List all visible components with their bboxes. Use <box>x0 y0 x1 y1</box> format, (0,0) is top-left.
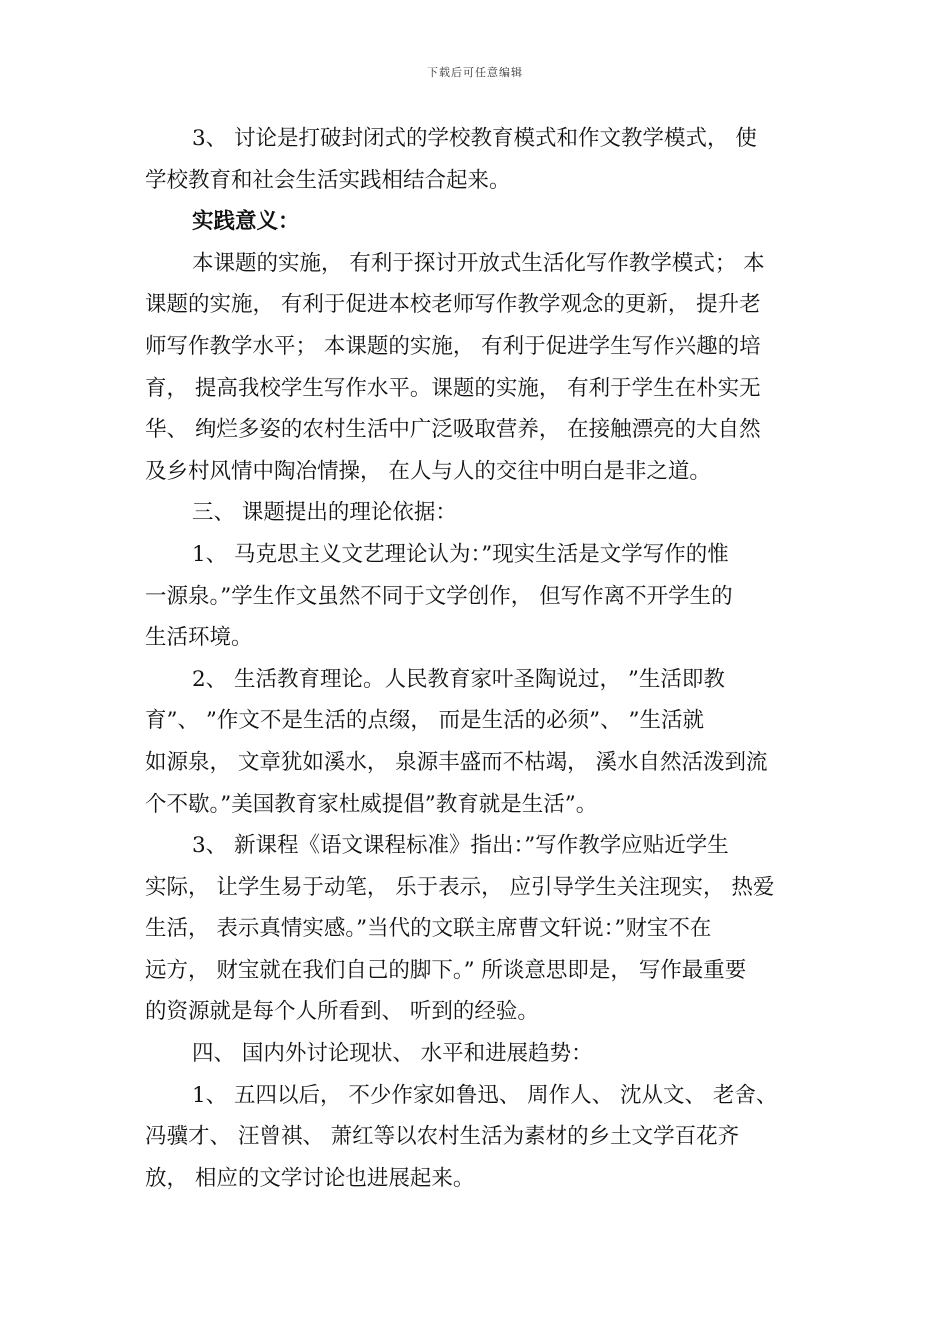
text-line: 2、 生活教育理论。人民教育家叶圣陶说过， ”生活即教 <box>192 666 725 692</box>
text-line: 四、 国内外讨论现状、 水平和进展趋势： <box>192 1041 593 1067</box>
text-line: 冯骥才、 汪曾祺、 萧红等以农村生活为素材的乡土文学百花齐 <box>145 1124 740 1150</box>
text-line: 生活， 表示真情实感。”当代的文联主席曹文轩说：”财宝不在 <box>145 916 712 942</box>
page-header-note: 下载后可任意编辑 <box>427 66 523 79</box>
text-line: 放， 相应的文学讨论也进展起来。 <box>145 1165 475 1191</box>
text-line: 三、 课题提出的理论依据： <box>192 500 457 526</box>
text-line: 3、 讨论是打破封闭式的学校教育模式和作文教学模式， 使 <box>192 126 757 151</box>
text-line: 育”、 ”作文不是生活的点缀， 而是生活的必须”、 ”生活就 <box>145 708 704 734</box>
text-line: 生活环境。 <box>145 625 253 651</box>
text-line: 个不歇。”美国教育家杜威提倡”教育就是生活”。 <box>145 791 598 817</box>
text-line: 课题的实施， 有利于促进本校老师写作教学观念的更新， 提升老 <box>145 292 761 318</box>
section-heading: 实践意义： <box>192 209 300 235</box>
text-line: 远方， 财宝就在我们自己的脚下。” 所谈意思即是， 写作最重要 <box>145 957 747 983</box>
text-line: 及乡村风情中陶冶情操， 在人与人的交往中明白是非之道。 <box>145 458 711 484</box>
text-line: 1、 马克思主义文艺理论认为：”现实生活是文学写作的惟 <box>192 541 729 567</box>
text-line: 实际， 让学生易于动笔， 乐于表示， 应引导学生关注现实， 热爱 <box>145 874 775 900</box>
text-line: 如源泉， 文章犹如溪水， 泉源丰盛而不枯竭， 溪水自然活泼到流 <box>145 749 768 775</box>
text-line: 一源泉。”学生作文虽然不同于文学创作， 但写作离不开学生的 <box>145 583 733 609</box>
text-line: 1、 五四以后， 不少作家如鲁迅、 周作人、 沈从文、 老舍、 <box>192 1082 778 1108</box>
text-line: 学校教育和社会生活实践相结合起来。 <box>145 167 511 193</box>
text-line: 育， 提高我校学生写作水平。课题的实施， 有利于学生在朴实无 <box>145 375 761 401</box>
text-line: 本课题的实施， 有利于探讨开放式生活化写作教学模式； 本 <box>192 250 765 276</box>
text-line: 华、 绚烂多姿的农村生活中广泛吸取营养， 在接触漂亮的大自然 <box>145 417 761 443</box>
text-line: 的资源就是每个人所看到、 听到的经验。 <box>145 999 539 1025</box>
document-body <box>145 118 810 1199</box>
text-line: 师写作教学水平； 本课题的实施， 有利于促进学生写作兴趣的培 <box>145 333 761 359</box>
text-line: 3、 新课程《语文课程标准》指出：”写作教学应贴近学生 <box>192 833 729 859</box>
